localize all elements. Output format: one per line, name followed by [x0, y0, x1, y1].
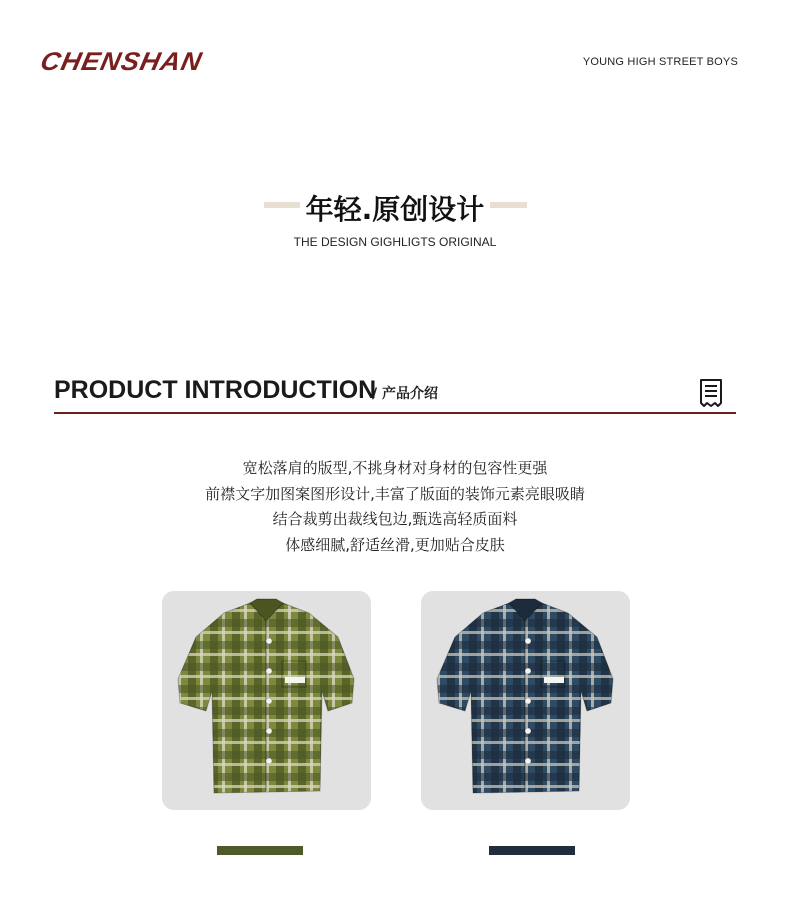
section-subtitle: / 产品介绍	[372, 386, 438, 402]
description-line: 体感细腻,舒适丝滑,更加贴合皮肤	[285, 535, 505, 554]
product-description	[0, 456, 790, 558]
brand-tagline: YOUNG HIGH STREET BOYS	[582, 56, 738, 68]
description-line: 前襟文字加图案图形设计,丰富了版面的装饰元素亮眼吸睛	[205, 484, 585, 503]
section-title: PRODUCT INTRODUCTION	[54, 376, 377, 404]
description-line: 宽松落肩的版型,不挑身材对身材的包容性更强	[242, 459, 548, 477]
section-divider	[54, 412, 736, 414]
product-photo-green-shirt	[162, 591, 371, 810]
shirt-image	[162, 591, 371, 810]
description-line: 结合裁剪出裁线包边,甄选高轻质面料	[272, 510, 518, 528]
hero-title-text: 年轻.原创设计	[300, 193, 491, 226]
brand-logo: CHENSHAN	[37, 47, 206, 76]
color-swatch-green	[217, 846, 303, 855]
hero-subtitle: THE DESIGN GIGHLIGTS ORIGINAL	[293, 235, 497, 249]
shirt-image	[421, 591, 630, 810]
hero-title	[0, 188, 790, 228]
document-icon	[698, 378, 724, 408]
color-swatch-navy	[489, 846, 575, 855]
product-photo-navy-shirt	[421, 591, 630, 810]
